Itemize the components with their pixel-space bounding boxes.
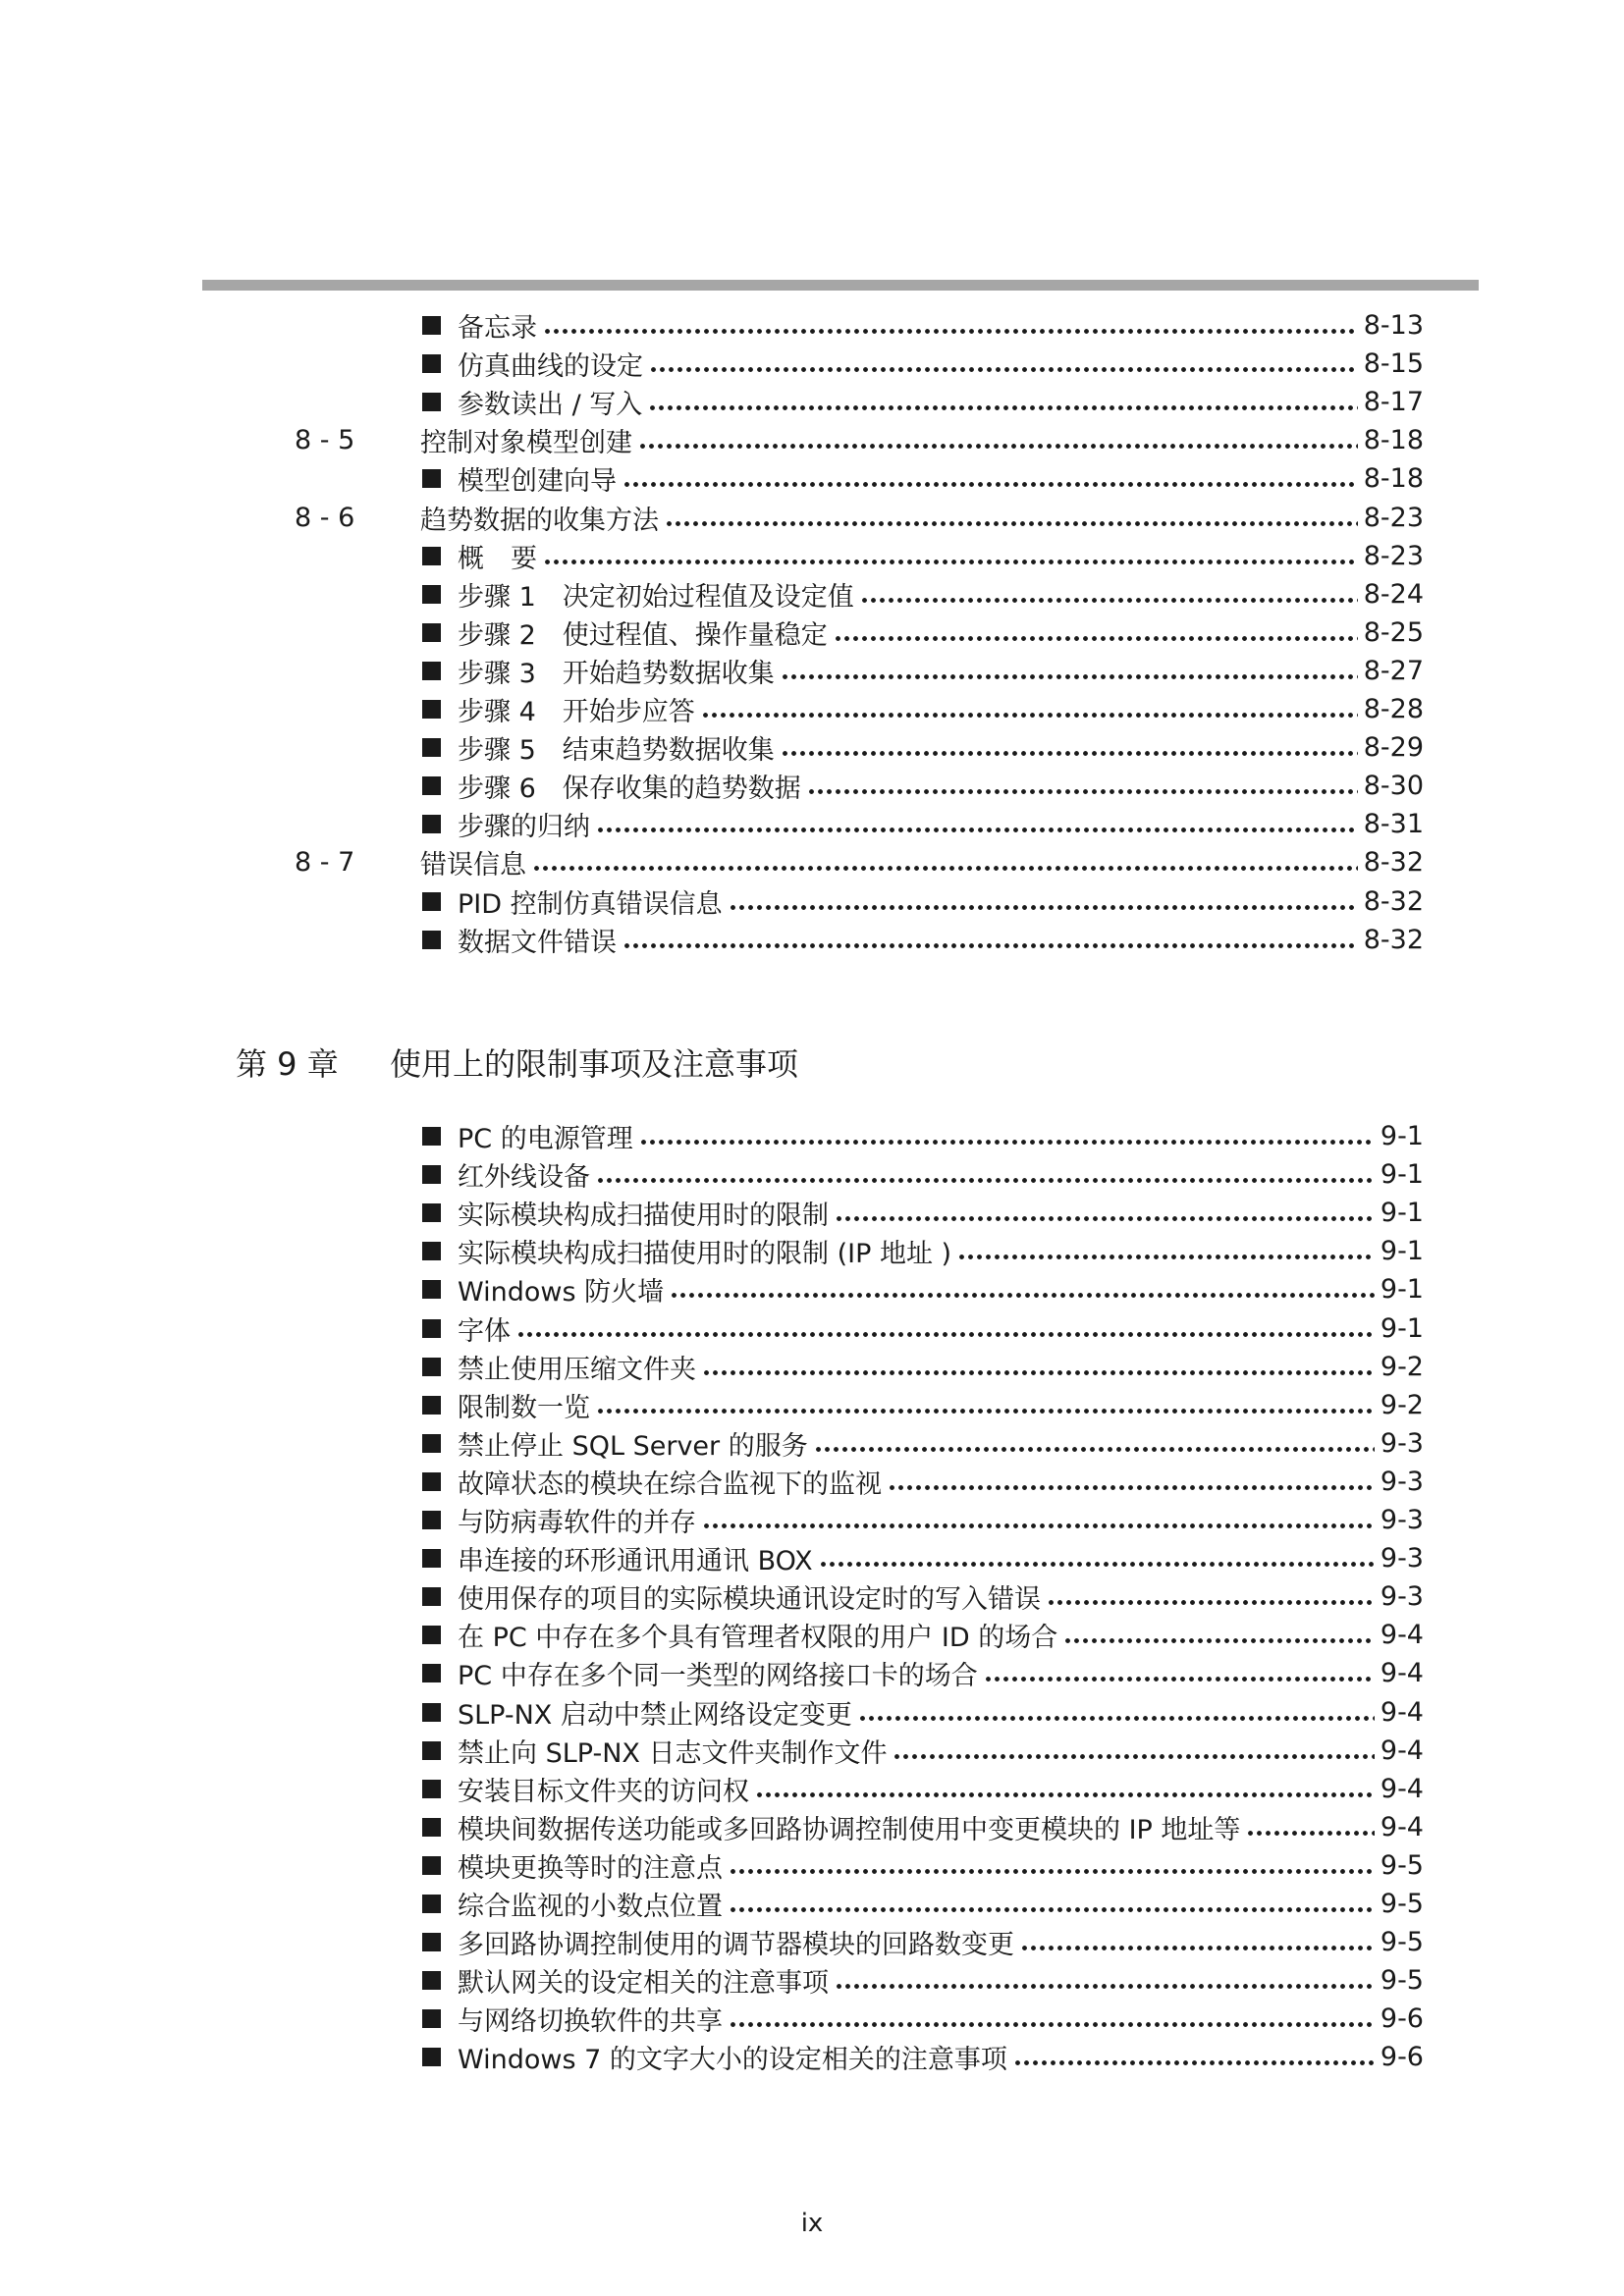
dot-leader	[984, 1654, 1375, 1692]
square-bullet-icon	[422, 1587, 441, 1606]
toc-entry-label: 步骤 6 保存收集的趋势数据	[458, 774, 801, 805]
square-bullet-icon	[422, 354, 441, 373]
toc-entry-label: 多回路协调控制使用的调节器模块的回路数变更	[458, 1930, 1014, 1961]
square-bullet-icon	[422, 1358, 441, 1376]
toc-entry-page: 9-2	[1380, 1389, 1424, 1420]
dot-leader	[957, 1232, 1375, 1270]
toc-entry-label: 字体	[458, 1315, 511, 1347]
toc-entry[interactable]	[422, 1693, 1424, 1732]
toc-entry-label: 故障状态的模块在综合监视下的监视	[458, 1468, 882, 1500]
toc-entry-page: 9-3	[1380, 1581, 1424, 1613]
toc-entry[interactable]	[422, 1923, 1424, 1961]
square-bullet-icon	[422, 662, 441, 680]
dot-leader	[834, 614, 1358, 652]
dot-leader	[729, 1885, 1375, 1923]
toc-entry[interactable]	[422, 690, 1424, 728]
toc-entry-page: 9-3	[1380, 1505, 1424, 1535]
dot-leader	[858, 1693, 1375, 1732]
square-bullet-icon	[422, 585, 441, 604]
toc-entry-page: 9-1	[1380, 1236, 1424, 1267]
toc-entry-label: PC 中存在多个同一类型的网络接口卡的场合	[458, 1661, 978, 1692]
toc-entry[interactable]	[422, 575, 1424, 614]
square-bullet-icon	[422, 1664, 441, 1682]
toc-entry-page: 9-5	[1380, 1849, 1424, 1881]
toc-entry-label: 禁止向 SLP-NX 日志文件夹制作文件	[458, 1737, 888, 1769]
toc-entry-label: PC 的电源管理	[458, 1124, 633, 1154]
header-rule	[202, 280, 1479, 291]
toc-entry-page: 8-32	[1363, 885, 1424, 917]
toc-entry-label: 模块更换等时的注意点	[458, 1852, 723, 1884]
toc-entry[interactable]	[422, 1309, 1424, 1348]
square-bullet-icon	[422, 1895, 441, 1913]
toc-entry-label: 步骤 3 开始趋势数据收集	[458, 658, 775, 689]
toc-entry-label: 默认网关的设定相关的注意事项	[458, 1968, 829, 2000]
toc-entry[interactable]	[422, 1577, 1424, 1616]
toc-entry-label: 实际模块构成扫描使用时的限制 (IP 地址 )	[458, 1239, 952, 1270]
toc-entry-label: PID 控制仿真错误信息	[458, 888, 723, 920]
toc-entry-page: 9-3	[1380, 1543, 1424, 1575]
toc-entry[interactable]	[422, 537, 1424, 575]
square-bullet-icon	[422, 1741, 441, 1760]
dot-leader	[819, 1539, 1375, 1577]
toc-entry[interactable]	[422, 2000, 1424, 2038]
square-bullet-icon	[422, 547, 441, 565]
dot-leader	[1020, 1923, 1375, 1961]
section-number: 8 - 7	[295, 847, 355, 879]
toc-entry[interactable]	[422, 345, 1424, 383]
dot-leader	[888, 1463, 1375, 1501]
toc-entry-label: 步骤的归纳	[458, 812, 590, 843]
toc-entry-page: 9-1	[1380, 1121, 1424, 1151]
toc-entry-page: 8-25	[1363, 616, 1424, 648]
toc-entry-page: 9-4	[1380, 1696, 1424, 1728]
toc-entry[interactable]	[422, 1846, 1424, 1885]
square-bullet-icon	[422, 1319, 441, 1338]
toc-entry[interactable]	[422, 1539, 1424, 1577]
toc-entry-page: 9-3	[1380, 1427, 1424, 1459]
square-bullet-icon	[422, 1242, 441, 1260]
square-bullet-icon	[422, 1280, 441, 1299]
toc-entry-page: 9-4	[1380, 1735, 1424, 1766]
dot-leader	[729, 882, 1358, 921]
toc-entry[interactable]	[422, 1770, 1424, 1808]
toc-entry[interactable]	[422, 805, 1424, 843]
toc-entry-label: Windows 7 的文字大小的设定相关的注意事项	[458, 2045, 1007, 2076]
toc-entry[interactable]	[422, 1808, 1424, 1846]
toc-section-entry[interactable]	[420, 421, 1424, 459]
toc-entry[interactable]	[422, 1424, 1424, 1463]
dot-leader	[702, 1501, 1375, 1539]
square-bullet-icon	[422, 892, 441, 911]
square-bullet-icon	[422, 623, 441, 642]
dot-leader	[755, 1770, 1375, 1808]
dot-leader	[639, 1117, 1375, 1155]
chapter-title: 使用上的限制事项及注意事项	[390, 1045, 799, 1083]
toc-entry-page: 9-5	[1380, 1927, 1424, 1958]
toc-entry-page: 8-23	[1363, 502, 1424, 533]
toc-entry-label: 串连接的环形通讯用通讯 BOX	[458, 1546, 813, 1577]
toc-entry[interactable]	[422, 728, 1424, 767]
toc-entry-page: 8-27	[1363, 655, 1424, 686]
toc-entry-page: 9-4	[1380, 1620, 1424, 1651]
dot-leader	[1246, 1808, 1374, 1846]
square-bullet-icon	[422, 738, 441, 757]
dot-leader	[665, 499, 1358, 537]
dot-leader	[814, 1424, 1375, 1463]
square-bullet-icon	[422, 1165, 441, 1184]
dot-leader	[702, 1348, 1375, 1386]
toc-entry-label: 与网络切换软件的共享	[458, 2006, 723, 2038]
square-bullet-icon	[422, 2009, 441, 2028]
toc-entry[interactable]	[422, 652, 1424, 690]
toc-entry[interactable]	[422, 882, 1424, 921]
section-number: 8 - 5	[295, 425, 355, 456]
toc-entry-label: 在 PC 中存在多个具有管理者权限的用户 ID 的场合	[458, 1623, 1058, 1654]
toc-section-entry[interactable]	[420, 499, 1424, 537]
toc-entry-page: 8-17	[1363, 387, 1424, 418]
toc-entry-label: 模块间数据传送功能或多回路协调控制使用中变更模块的 IP 地址等	[458, 1814, 1241, 1845]
toc-entry-label: 仿真曲线的设定	[458, 351, 643, 383]
toc-entry-page: 9-6	[1380, 2042, 1424, 2073]
toc-entry[interactable]	[422, 1270, 1424, 1308]
toc-entry-page: 9-4	[1380, 1658, 1424, 1689]
toc-entry-label: 趋势数据的收集方法	[420, 505, 659, 536]
toc-entry[interactable]	[422, 1616, 1424, 1654]
toc-entry-page: 8-15	[1363, 348, 1424, 380]
dot-leader	[835, 1961, 1375, 2000]
page-number: ix	[800, 2209, 824, 2238]
toc-entry-label: 红外线设备	[458, 1162, 590, 1194]
toc-entry-page: 9-1	[1380, 1312, 1424, 1344]
square-bullet-icon	[422, 1203, 441, 1222]
toc-entry-label: 禁止停止 SQL Server 的服务	[458, 1430, 808, 1462]
toc-entry-label: 安装目标文件夹的访问权	[458, 1776, 749, 1807]
square-bullet-icon	[422, 931, 441, 949]
square-bullet-icon	[422, 1856, 441, 1875]
dot-leader	[596, 1386, 1375, 1424]
dot-leader	[649, 345, 1358, 383]
toc-entry-page: 8-18	[1363, 425, 1424, 456]
dot-leader	[532, 843, 1358, 881]
toc-entry[interactable]	[422, 1463, 1424, 1501]
dot-leader	[596, 1155, 1375, 1194]
toc-entry-page: 8-23	[1363, 540, 1424, 571]
toc-entry-page: 8-18	[1363, 463, 1424, 495]
dot-leader	[893, 1732, 1374, 1770]
toc-entry-page: 9-5	[1380, 1965, 1424, 1997]
toc-entry-page: 8-24	[1363, 578, 1424, 610]
toc-entry-page: 9-6	[1380, 2003, 1424, 2035]
square-bullet-icon	[422, 316, 441, 335]
toc-entry-page: 8-29	[1363, 732, 1424, 764]
toc-entry-page: 9-1	[1380, 1159, 1424, 1191]
toc-entry-page: 8-13	[1363, 310, 1424, 341]
dot-leader	[729, 1846, 1375, 1885]
dot-leader	[670, 1270, 1375, 1308]
square-bullet-icon	[422, 1511, 441, 1529]
toc-entry-page: 8-32	[1363, 847, 1424, 879]
toc-entry[interactable]	[422, 459, 1424, 498]
dot-leader	[596, 805, 1358, 843]
square-bullet-icon	[422, 1780, 441, 1798]
dot-leader	[701, 690, 1358, 728]
toc-entry-label: 限制数一览	[458, 1392, 590, 1423]
dot-leader	[543, 537, 1358, 575]
toc-entry[interactable]	[422, 614, 1424, 652]
dot-leader	[1063, 1616, 1375, 1654]
toc-entry[interactable]	[422, 921, 1424, 959]
toc-entry-page: 9-3	[1380, 1466, 1424, 1497]
toc-entry[interactable]	[422, 306, 1424, 345]
square-bullet-icon	[422, 700, 441, 719]
dot-leader	[648, 383, 1357, 421]
toc-entry[interactable]	[422, 1386, 1424, 1424]
square-bullet-icon	[422, 815, 441, 833]
toc-entry-label: 使用保存的项目的实际模块通讯设定时的写入错误	[458, 1584, 1041, 1616]
toc-entry[interactable]	[422, 1501, 1424, 1539]
toc-entry-label: 概 要	[458, 543, 537, 574]
toc-entry-page: 8-31	[1363, 809, 1424, 840]
toc-entry-page: 8-30	[1363, 771, 1424, 802]
toc-entry-label: 参数读出 / 写入	[458, 390, 643, 421]
dot-leader	[516, 1309, 1375, 1348]
dot-leader	[543, 306, 1358, 345]
toc-entry[interactable]	[422, 1885, 1424, 1923]
square-bullet-icon	[422, 1549, 441, 1568]
square-bullet-icon	[422, 1396, 441, 1415]
square-bullet-icon	[422, 1818, 441, 1837]
toc-entry[interactable]	[422, 1961, 1424, 2000]
dot-leader	[729, 2000, 1375, 2038]
dot-leader	[860, 575, 1358, 614]
toc-entry-label: 步骤 2 使过程值、操作量稳定	[458, 619, 828, 651]
toc-entry-label: 与防病毒软件的并存	[458, 1508, 696, 1538]
toc-entry[interactable]	[422, 1348, 1424, 1386]
toc-entry-label: Windows 防火墙	[458, 1277, 665, 1308]
square-bullet-icon	[422, 1472, 441, 1491]
toc-entry-label: 综合监视的小数点位置	[458, 1892, 723, 1922]
toc-entry-page: 9-5	[1380, 1889, 1424, 1919]
dot-leader	[1013, 2038, 1375, 2076]
toc-entry-label: 禁止使用压缩文件夹	[458, 1354, 696, 1385]
toc-entry[interactable]	[422, 767, 1424, 805]
dot-leader	[638, 421, 1358, 459]
toc-entry-page: 9-2	[1380, 1351, 1424, 1382]
toc-entry-label: 步骤 1 决定初始过程值及设定值	[458, 581, 854, 613]
toc-entry-label: SLP-NX 启动中禁止网络设定变更	[458, 1699, 852, 1731]
toc-entry-label: 实际模块构成扫描使用时的限制	[458, 1201, 829, 1232]
toc-entry[interactable]	[422, 1155, 1424, 1194]
toc-entry-label: 控制对象模型创建	[420, 428, 632, 459]
dot-leader	[781, 728, 1358, 767]
toc-entry-label: 步骤 5 结束趋势数据收集	[458, 735, 775, 767]
toc-entry[interactable]	[422, 2038, 1424, 2076]
toc-entry-label: 数据文件错误	[458, 927, 617, 958]
dot-leader	[623, 459, 1358, 498]
dot-leader	[1047, 1577, 1375, 1616]
dot-leader	[623, 921, 1358, 959]
toc-entry-label: 备忘录	[458, 313, 537, 344]
toc-entry-page: 8-28	[1363, 694, 1424, 724]
toc-section-entry[interactable]	[420, 843, 1424, 881]
square-bullet-icon	[422, 393, 441, 411]
chapter-number: 第 9 章	[236, 1045, 339, 1083]
toc-entry-label: 步骤 4 开始步应答	[458, 697, 695, 727]
toc-entry-page: 9-1	[1380, 1274, 1424, 1306]
square-bullet-icon	[422, 1703, 441, 1722]
toc-entry-page: 9-1	[1380, 1198, 1424, 1229]
square-bullet-icon	[422, 776, 441, 795]
dot-leader	[807, 767, 1358, 805]
square-bullet-icon	[422, 1933, 441, 1951]
dot-leader	[835, 1194, 1375, 1232]
toc-entry-label: 错误信息	[420, 850, 526, 881]
toc-entry[interactable]	[422, 1194, 1424, 1232]
toc-entry[interactable]	[422, 1232, 1424, 1270]
square-bullet-icon	[422, 1434, 441, 1453]
toc-entry[interactable]	[422, 1654, 1424, 1692]
dot-leader	[781, 652, 1358, 690]
section-number: 8 - 6	[295, 502, 355, 533]
toc-entry[interactable]	[422, 1732, 1424, 1770]
square-bullet-icon	[422, 1971, 441, 1990]
square-bullet-icon	[422, 1127, 441, 1146]
toc-entry[interactable]	[422, 1117, 1424, 1155]
toc-entry-label: 模型创建向导	[458, 466, 617, 498]
square-bullet-icon	[422, 469, 441, 488]
square-bullet-icon	[422, 2048, 441, 2066]
toc-entry-page: 9-4	[1380, 1773, 1424, 1804]
toc-entry[interactable]	[422, 383, 1424, 421]
square-bullet-icon	[422, 1626, 441, 1644]
toc-entry-page: 9-4	[1380, 1811, 1424, 1842]
toc-entry-page: 8-32	[1363, 924, 1424, 955]
